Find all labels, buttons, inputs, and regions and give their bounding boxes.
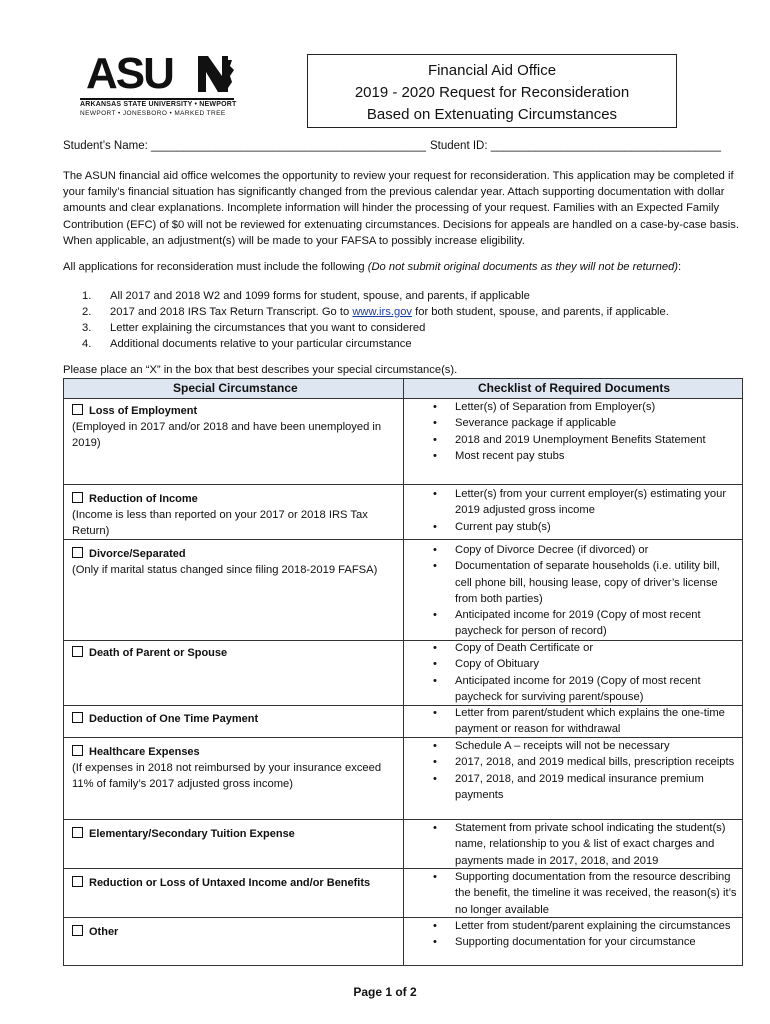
list-item bbox=[82, 304, 722, 320]
table-row bbox=[72, 491, 392, 539]
circumstance-name: Death of Parent or Spouse bbox=[89, 647, 228, 659]
list-text: 2017 and 2018 IRS Tax Return Transcript. Go to bbox=[110, 306, 353, 318]
instruction-text: Please place an “X” in the box that best describes your special circumstance(s). bbox=[63, 364, 458, 376]
logo-subtitle: ARKANSAS STATE UNIVERSITY • NEWPORT bbox=[80, 101, 237, 108]
page-number: Page 1 of 2 bbox=[353, 985, 417, 999]
checkbox[interactable] bbox=[72, 876, 83, 887]
logo-campuses: NEWPORT • JONESBORO • MARKED TREE bbox=[80, 110, 226, 117]
form-subtitle: Based on Extenuating Circumstances bbox=[366, 106, 618, 123]
list-item: • Severance package if applicable bbox=[409, 415, 739, 431]
requirements-lead bbox=[63, 259, 743, 275]
irs-link[interactable]: www.irs.gov bbox=[352, 306, 413, 318]
circumstance-desc: (Income is less than reported on your 2017 or 2018 IRS Tax Return) bbox=[72, 509, 368, 537]
list-text: Letter explaining the circumstances that you want to considered bbox=[110, 322, 426, 334]
requirements-note: (Do not submit original documents as they will not be returned) bbox=[367, 261, 679, 273]
list-item bbox=[82, 288, 722, 304]
list-text: Additional documents relative to your particular circumstance bbox=[110, 338, 412, 350]
arkansas-n-icon bbox=[196, 54, 236, 94]
list-item: • Copy of Divorce Decree (if divorced) or bbox=[409, 542, 739, 558]
table-row bbox=[72, 711, 392, 727]
list-item: • Most recent pay stubs bbox=[409, 448, 739, 464]
list-item: • Supporting documentation from the resource describing the benefit, the timeline it was received, the reason(s) it’s no longer available bbox=[409, 869, 739, 918]
circumstance-name: Reduction of Income bbox=[89, 493, 198, 505]
list-item: • Letter from parent/student which explains the one-time payment or reason for withdrawal bbox=[409, 705, 739, 738]
list-item: • Letter(s) of Separation from Employer(s) bbox=[409, 399, 739, 415]
list-item: • 2017, 2018, and 2019 medical bills, prescription receipts bbox=[409, 754, 739, 770]
requirements-lead-text: All applications for reconsideration must include the following bbox=[63, 261, 368, 273]
list-item: • Copy of Death Certificate or bbox=[409, 640, 739, 656]
doc-list bbox=[409, 486, 739, 535]
header-special-circumstance: Special Circumstance bbox=[173, 381, 298, 395]
doc-list bbox=[409, 542, 739, 640]
list-number: 4. bbox=[82, 338, 92, 350]
circumstance-name: Healthcare Expenses bbox=[89, 746, 200, 758]
list-item: • Anticipated income for 2019 (Copy of most recent paycheck for surviving parent/spouse) bbox=[409, 673, 739, 706]
circumstance-desc: (Only if marital status changed since filing 2018-2019 FAFSA) bbox=[72, 564, 378, 576]
checkbox[interactable] bbox=[72, 827, 83, 838]
circumstance-name: Other bbox=[89, 926, 119, 938]
doc-list bbox=[409, 705, 739, 738]
list-item: • Statement from private school indicating the student(s) name, relationship to you & list of exact charges and payments made in 2017, 2018, and 2019 bbox=[409, 820, 739, 869]
checkbox[interactable] bbox=[72, 925, 83, 936]
circumstance-name: Deduction of One Time Payment bbox=[89, 713, 259, 725]
table-row bbox=[72, 826, 392, 842]
doc-list bbox=[409, 820, 739, 869]
office-title: Financial Aid Office bbox=[427, 62, 557, 79]
checkbox[interactable] bbox=[72, 547, 83, 558]
row-divider bbox=[64, 484, 742, 485]
circumstance-table bbox=[63, 378, 743, 966]
checkbox[interactable] bbox=[72, 712, 83, 723]
circumstance-name: Elementary/Secondary Tuition Expense bbox=[89, 828, 295, 840]
list-item: • Anticipated income for 2019 (Copy of most recent paycheck for person of record) bbox=[409, 607, 739, 640]
doc-list bbox=[409, 918, 739, 951]
circumstance-desc: (If expenses in 2018 not reimbursed by your insurance exceed 11% of family’s 2017 adjusted gross income) bbox=[72, 762, 382, 790]
header-checklist: Checklist of Required Documents bbox=[478, 381, 671, 395]
list-item: • Letter from student/parent explaining the circumstances bbox=[409, 918, 739, 934]
list-text: All 2017 and 2018 W2 and 1099 forms for student, spouse, and parents, if applicable bbox=[110, 290, 530, 302]
doc-list bbox=[409, 869, 739, 918]
requirements-lead-end: : bbox=[678, 261, 682, 273]
row-divider bbox=[64, 539, 742, 540]
doc-list bbox=[409, 738, 739, 803]
doc-list bbox=[409, 640, 739, 705]
form-title: 2019 - 2020 Request for Reconsideration bbox=[354, 84, 630, 101]
table-row bbox=[72, 744, 392, 792]
list-text-end: for both student, spouse, and parents, if applicable. bbox=[412, 306, 669, 318]
list-item bbox=[82, 336, 722, 352]
checkbox[interactable] bbox=[72, 745, 83, 756]
list-item: • Letter(s) from your current employer(s) estimating your 2019 adjusted gross income bbox=[409, 486, 739, 519]
list-item: • Documentation of separate households (i.e. utility bill, cell phone bill, housing lease, copy of driver’s license from both parties) bbox=[409, 558, 739, 607]
list-item: • Current pay stub(s) bbox=[409, 519, 739, 535]
requirements-list bbox=[82, 288, 722, 352]
circumstance-desc: (Employed in 2017 and/or 2018 and have been unemployed in 2019) bbox=[72, 421, 382, 449]
list-number: 2. bbox=[82, 306, 92, 318]
checkbox[interactable] bbox=[72, 646, 83, 657]
checkbox[interactable] bbox=[72, 492, 83, 503]
asun-logo bbox=[78, 50, 238, 122]
table-row bbox=[72, 875, 392, 891]
list-item: • 2017, 2018, and 2019 medical insurance premium payments bbox=[409, 771, 739, 804]
list-item bbox=[82, 320, 722, 336]
student-name-field[interactable]: Student’s Name: ___________________________________________ bbox=[63, 140, 427, 152]
table-row bbox=[72, 645, 392, 661]
list-item: • Schedule A – receipts will not be necessary bbox=[409, 738, 739, 754]
circumstance-name: Reduction or Loss of Untaxed Income and/or Benefits bbox=[89, 877, 371, 889]
list-number: 3. bbox=[82, 322, 92, 334]
table-row bbox=[72, 403, 392, 451]
list-item: • Supporting documentation for your circumstance bbox=[409, 934, 739, 950]
student-id-field[interactable]: Student ID: ____________________________________ bbox=[430, 140, 721, 152]
list-number: 1. bbox=[82, 290, 92, 302]
intro-paragraph: The ASUN financial aid office welcomes the opportunity to review your request for reconsideration. This application may be completed if your family’s financial situation has significantly changed from the previous calendar year. Attach supporting documentation with dollar amounts and clear explanations. Incomplete information will hinder the processing of your request. Families with an Expected Family Contribution (EFC) of $0 will not be reviewed for extenuating circumstances. Decisions for appeals are handled on a case-by-case basis. When applicable, an adjustment(s) will be made to your FAFSA to possibly increase eligibility. bbox=[63, 170, 739, 247]
logo-wordmark: ASU bbox=[86, 49, 173, 98]
table-row bbox=[72, 924, 392, 940]
list-item: • Copy of Obituary bbox=[409, 656, 739, 672]
checkbox[interactable] bbox=[72, 404, 83, 415]
title-box bbox=[307, 54, 677, 128]
table-row bbox=[72, 546, 392, 578]
doc-list bbox=[409, 399, 739, 464]
logo-rule bbox=[80, 98, 234, 100]
column-divider bbox=[403, 379, 404, 965]
circumstance-name: Loss of Employment bbox=[89, 405, 198, 417]
list-item: • 2018 and 2019 Unemployment Benefits Statement bbox=[409, 432, 739, 448]
circumstance-name: Divorce/Separated bbox=[89, 548, 186, 560]
